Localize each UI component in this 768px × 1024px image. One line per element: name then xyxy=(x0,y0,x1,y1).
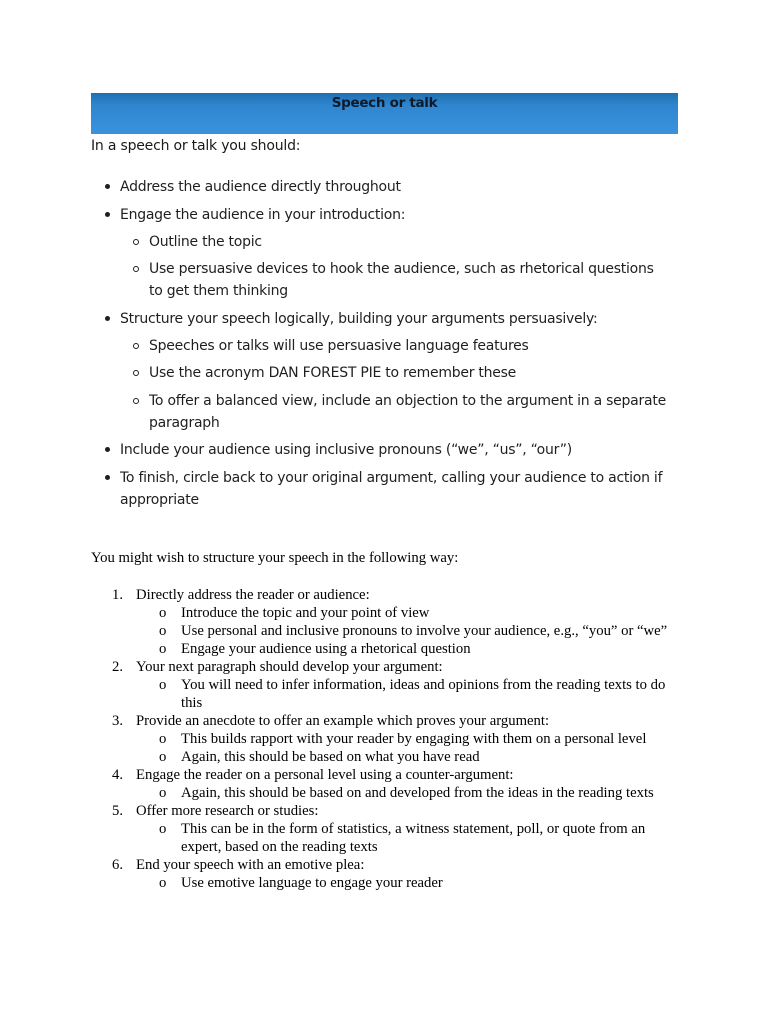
guidance-subitem xyxy=(120,362,671,384)
intro-text: In a speech or talk you should: xyxy=(91,138,301,154)
step-subitem xyxy=(136,820,681,856)
structure-step xyxy=(91,802,681,856)
guidance-subitem xyxy=(120,390,671,434)
guidance-subtext: Outline the topic xyxy=(149,233,262,250)
step-number: 3. xyxy=(112,713,124,729)
step-subitem xyxy=(136,676,681,712)
guidance-item xyxy=(91,204,671,303)
structure-step xyxy=(91,856,681,892)
structure-steps-list xyxy=(91,586,681,892)
guidance-sublist xyxy=(120,231,671,303)
step-text: Your next paragraph should develop your argument: xyxy=(136,659,443,675)
structure-step xyxy=(91,712,681,766)
bullet-marker: o xyxy=(159,875,167,891)
bullet-marker: o xyxy=(159,623,167,639)
step-number: 6. xyxy=(112,857,124,873)
step-sublist xyxy=(136,730,681,766)
step-number: 2. xyxy=(112,659,124,675)
step-number: 1. xyxy=(112,587,124,603)
section-banner xyxy=(91,93,678,134)
step-subtext: This can be in the form of statistics, a witness statement, poll, or quote from an expert, based on the reading texts xyxy=(181,821,646,855)
guidance-subitem xyxy=(120,231,671,253)
bullet-marker: o xyxy=(159,731,167,747)
step-sublist xyxy=(136,604,681,658)
step-subtext: Again, this should be based on and developed from the ideas in the reading texts xyxy=(181,785,654,801)
guidance-item xyxy=(91,439,671,461)
step-subitem xyxy=(136,748,681,766)
guidance-list xyxy=(91,176,671,516)
guidance-subtext: Use the acronym DAN FOREST PIE to remember these xyxy=(149,365,517,381)
bullet-marker: o xyxy=(159,785,167,801)
step-text: Offer more research or studies: xyxy=(136,803,319,819)
step-text: Engage the reader on a personal level using a counter-argument: xyxy=(136,767,514,783)
step-subitem xyxy=(136,784,681,802)
step-subtext: Use emotive language to engage your reader xyxy=(181,875,443,891)
guidance-item xyxy=(91,176,671,198)
step-subitem xyxy=(136,622,681,640)
guidance-text: To finish, circle back to your original argument, calling your audience to action if appropriate xyxy=(120,469,663,508)
guidance-text: Structure your speech logically, building your arguments persuasively: xyxy=(120,310,598,327)
guidance-subtext: To offer a balanced view, include an objection to the argument in a separate paragraph xyxy=(149,392,666,431)
step-text: Provide an anecdote to offer an example which proves your argument: xyxy=(136,713,550,729)
step-sublist xyxy=(136,820,681,856)
step-subitem xyxy=(136,730,681,748)
bullet-marker: o xyxy=(159,821,167,837)
step-subtext: Use personal and inclusive pronouns to involve your audience, e.g., “you” or “we” xyxy=(181,623,668,639)
step-subitem xyxy=(136,640,681,658)
guidance-item xyxy=(91,308,671,434)
bullet-marker: o xyxy=(159,641,167,657)
step-sublist xyxy=(136,874,681,892)
step-subitem xyxy=(136,604,681,622)
guidance-text: Address the audience directly throughout xyxy=(120,179,401,195)
bullet-marker: o xyxy=(159,605,167,621)
structure-intro: You might wish to structure your speech in the following way: xyxy=(91,550,459,566)
step-subtext: Introduce the topic and your point of view xyxy=(181,605,430,621)
step-subtext: Again, this should be based on what you have read xyxy=(181,749,480,765)
guidance-subtext: Use persuasive devices to hook the audience, such as rhetorical questions to get them thinking xyxy=(149,261,654,299)
bullet-marker: o xyxy=(159,677,167,693)
step-number: 5. xyxy=(112,803,124,819)
guidance-text: Include your audience using inclusive pronouns (“we”, “us”, “our”) xyxy=(120,442,572,458)
structure-step xyxy=(91,658,681,712)
step-number: 4. xyxy=(112,767,124,783)
structure-step xyxy=(91,586,681,658)
guidance-subtext: Speeches or talks will use persuasive language features xyxy=(149,337,529,354)
banner-title: Speech or talk xyxy=(331,95,438,111)
guidance-subitem xyxy=(120,258,671,302)
step-text: Directly address the reader or audience: xyxy=(136,587,370,603)
guidance-subitem xyxy=(120,335,671,357)
step-sublist xyxy=(136,676,681,712)
step-sublist xyxy=(136,784,681,802)
step-subtext: This builds rapport with your reader by engaging with them on a personal level xyxy=(181,731,647,747)
guidance-text: Engage the audience in your introduction: xyxy=(120,206,406,223)
step-text: End your speech with an emotive plea: xyxy=(136,857,365,873)
step-subitem xyxy=(136,874,681,892)
structure-step xyxy=(91,766,681,802)
step-subtext: You will need to infer information, ideas and opinions from the reading texts to do this xyxy=(181,677,666,711)
step-subtext: Engage your audience using a rhetorical question xyxy=(181,641,471,657)
bullet-marker: o xyxy=(159,749,167,765)
guidance-sublist xyxy=(120,335,671,434)
guidance-item xyxy=(91,467,671,511)
